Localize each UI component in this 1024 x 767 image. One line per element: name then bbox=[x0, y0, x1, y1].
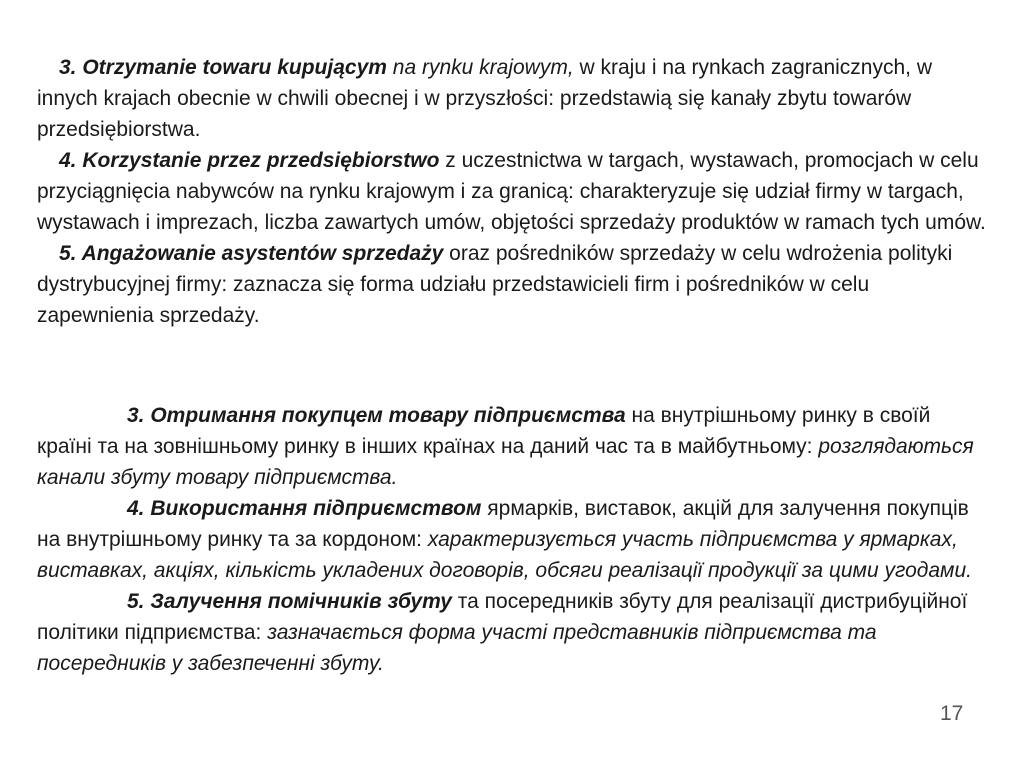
ukrainian-text-block bbox=[37, 400, 987, 679]
polish-paragraph-5 bbox=[37, 238, 987, 331]
polish-p4-text: z uczestnictwa w targach, wystawach, promocjach w celu przyciągnięcia nabywców na rynku krajowym i za granicą: charakteryzuje się udział firmy w targach, wystawach i imprezach, liczba zawartych umów, objętości sprzedaży produktów w ramach tych umów. bbox=[37, 149, 986, 234]
polish-p3-heading: 3. Otrzymanie towaru kupującym bbox=[59, 56, 387, 79]
ukrainian-p5-italic: зазначається форма участі представників підприємства та посередників у забезпеченні збуту. bbox=[37, 621, 877, 675]
polish-p3-text: w kraju i na rynkach zagranicznych, w innych krajach obecnie w chwili obecnej i w przyszłości: przedstawią się kanały zbytu towarów przedsiębiorstwa. bbox=[37, 56, 932, 141]
polish-p5-heading: 5. Angażowanie asystentów sprzedaży bbox=[59, 242, 444, 265]
ukrainian-p3-text: на внутрішньому ринку в своїй країні та на зовнішньому ринку в інших країнах на даний час та в майбутньому: bbox=[37, 404, 931, 458]
polish-paragraph-3 bbox=[37, 52, 987, 145]
polish-paragraph-4 bbox=[37, 145, 987, 238]
ukrainian-p4-italic: характеризується участь підприємства у ярмарках, виставках, акціях, кількість укладених договорів, обсяги реалізації продукції за цими угодами. bbox=[37, 528, 972, 582]
ukrainian-paragraph-5 bbox=[37, 586, 987, 679]
polish-p3-italic: na rynku krajowym, bbox=[392, 56, 574, 79]
ukrainian-paragraph-3 bbox=[37, 400, 987, 493]
ukrainian-p4-heading: 4. Використання підприємством bbox=[127, 497, 482, 520]
ukrainian-p3-heading: 3. Отримання покупцем товару підприємства bbox=[127, 404, 626, 427]
ukrainian-p5-heading: 5. Залучення помічників збуту bbox=[127, 590, 452, 613]
page-number: 17 bbox=[940, 702, 964, 725]
ukrainian-p5-text: та посередників збуту для реалізації дистрибуційної політики підприємства: bbox=[37, 590, 968, 644]
polish-p5-text: oraz pośredników sprzedaży w celu wdrożenia polityki dystrybucyjnej firmy: zaznacza się forma udziału przedstawicieli firm i pośredników w celu zapewnienia sprzedaży. bbox=[37, 242, 953, 327]
ukrainian-paragraph-4 bbox=[37, 493, 987, 586]
polish-text-block bbox=[37, 52, 987, 331]
ukrainian-p3-italic: розглядаються канали збуту товару підприємства. bbox=[37, 435, 974, 489]
ukrainian-p4-text: ярмарків, виставок, акцій для залучення покупців на внутрішньому ринку та за кордоном: bbox=[37, 497, 969, 551]
polish-p4-heading: 4. Korzystanie przez przedsiębiorstwo bbox=[59, 149, 440, 172]
